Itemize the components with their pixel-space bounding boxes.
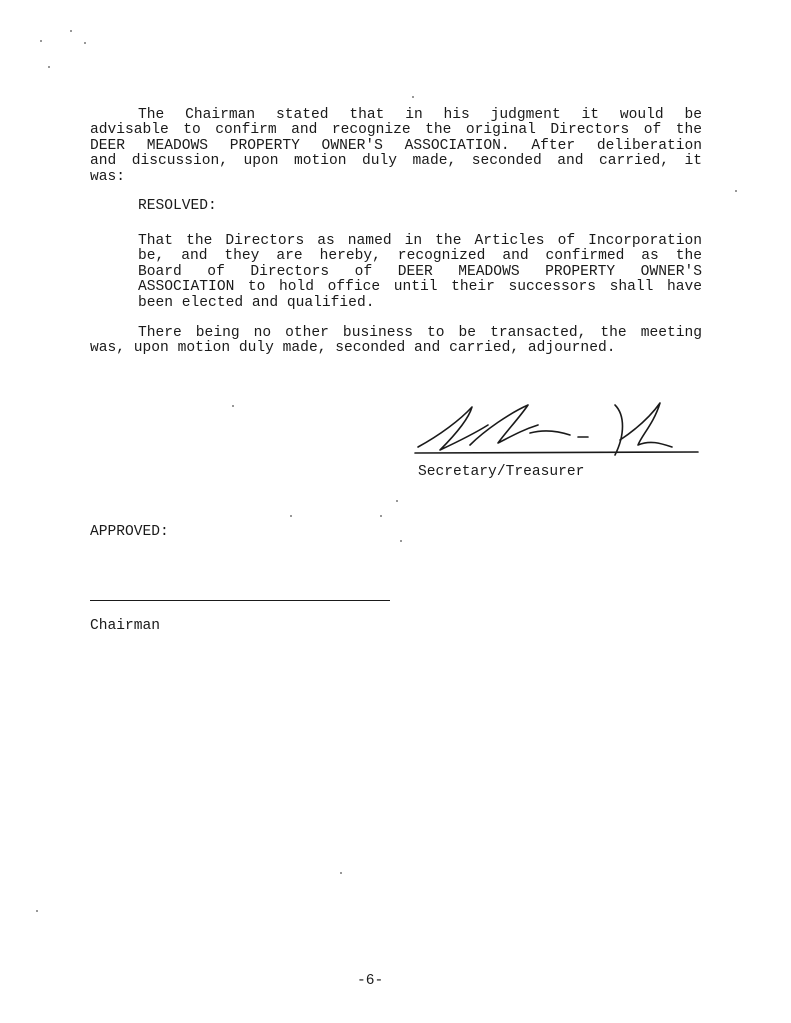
paragraph-line: be, and they are hereby, recognized and confirmed as the (138, 248, 702, 265)
chairman-signature-line (90, 600, 390, 601)
chairman-label: Chairman (90, 618, 161, 634)
paragraph-line: and discussion, upon motion duly made, seconded and carried, it (90, 153, 702, 170)
paragraph-resolution (138, 234, 702, 311)
scan-speck (40, 40, 42, 42)
scan-speck (84, 42, 86, 44)
signature-title: Secretary/Treasurer (418, 464, 585, 480)
scan-speck (412, 96, 414, 98)
approved-label: APPROVED: (90, 524, 169, 540)
paragraph-line: DEER MEADOWS PROPERTY OWNER'S ASSOCIATION. After deliberation (90, 137, 702, 154)
scan-speck (290, 515, 292, 517)
scan-speck (36, 910, 38, 912)
scan-speck (340, 872, 342, 874)
scan-speck (735, 190, 737, 192)
paragraph-chairman-statement (90, 108, 702, 185)
scan-speck (396, 500, 398, 502)
scan-speck (232, 405, 234, 407)
paragraph-line: was, upon motion duly made, seconded and carried, adjourned. (90, 340, 616, 357)
paragraph-line: advisable to confirm and recognize the original Directors of the (90, 122, 702, 139)
resolved-label: RESOLVED: (138, 198, 217, 214)
paragraph-adjournment (90, 326, 702, 357)
paragraph-line: That the Directors as named in the Articles of Incorporation (138, 233, 702, 249)
scan-speck (400, 540, 402, 542)
paragraph-line: ASSOCIATION to hold office until their successors shall have (138, 279, 702, 296)
scan-speck (48, 66, 50, 68)
paragraph-line: There being no other business to be transacted, the meeting (138, 325, 702, 341)
paragraph-line: Board of Directors of DEER MEADOWS PROPERTY OWNER'S (138, 263, 702, 280)
paragraph-line: was: (90, 168, 126, 185)
secretary-signature (410, 395, 705, 465)
scan-speck (380, 515, 382, 517)
paragraph-line: been elected and qualified. (138, 294, 375, 311)
scan-speck (70, 30, 72, 32)
paragraph-line: The Chairman stated that in his judgment it would be (138, 107, 702, 123)
page-number: -6- (357, 973, 384, 989)
